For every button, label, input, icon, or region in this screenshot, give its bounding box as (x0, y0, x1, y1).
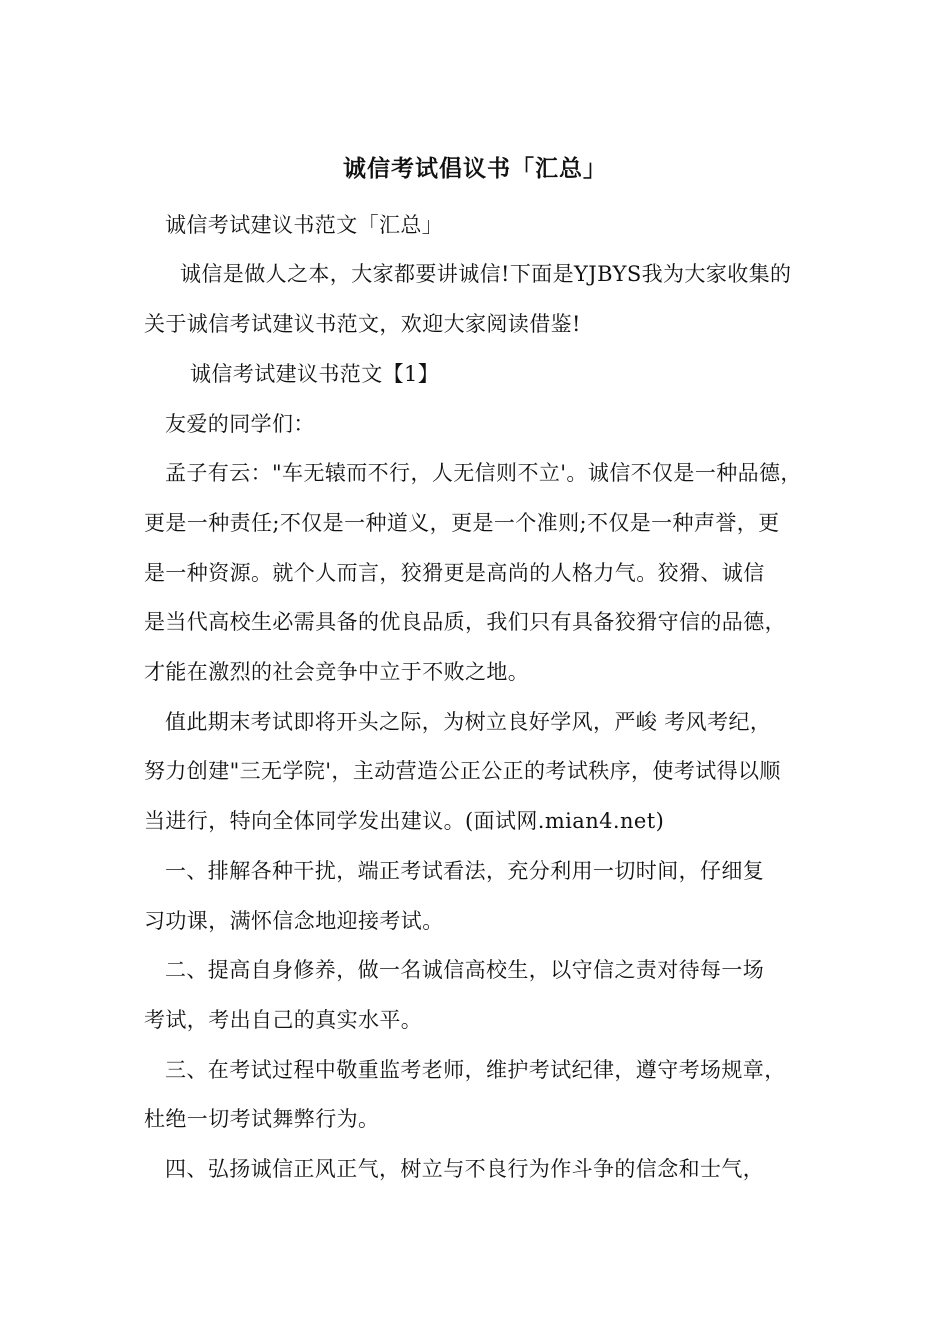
paragraph2-line-1: 值此期末考试即将开头之际，为树立良好学风，严峻 考风考纪， (165, 710, 772, 734)
paragraph1-line-5: 才能在激烈的社会竞争中立于不败之地。 (144, 660, 530, 684)
intro-line-1: 诚信是做人之本，大家都要讲诚信!下面是YJBYS我为大家收集的 (180, 262, 792, 286)
section-heading: 诚信考试建议书范文【1】 (190, 362, 440, 386)
paragraph1-line-3: 是一种资源。就个人而言，狡猾更是高尚的人格力气。狡猾、诚信 (144, 561, 765, 585)
item1-line-1: 一、排解各种干扰，端正考试看法，充分利用一切时间，仔细复 (165, 859, 765, 883)
item3-line-2: 杜绝一切考试舞弊行为。 (144, 1107, 380, 1131)
paragraph2-line-2: 努力创建"三无学院'，主动营造公正公正的考试秩序，使考试得以顺 (144, 759, 781, 783)
item4-line-1: 四、弘扬诚信正风正气，树立与不良行为作斗争的信念和士气， (165, 1157, 765, 1181)
paragraph1-line-4: 是当代高校生必需具备的优良品质，我们只有具备狡猾守信的品德， (144, 610, 786, 634)
item3-line-1: 三、在考试过程中敬重监考老师，维护考试纪律，遵守考场规章， (165, 1058, 786, 1082)
item2-line-2: 考试，考出自己的真实水平。 (144, 1008, 423, 1032)
item1-line-2: 习功课，满怀信念地迎接考试。 (144, 909, 444, 933)
document-title: 诚信考试倡议书「汇总」 (343, 155, 607, 182)
intro-line-2: 关于诚信考试建议书范文，欢迎大家阅读借鉴! (144, 312, 581, 336)
paragraph2-line-3: 当进行，特向全体同学发出建议。(面试网.mian4.net) (144, 809, 665, 833)
paragraph1-line-2: 更是一种责任;不仅是一种道义，更是一个准则;不仅是一种声誉，更 (144, 511, 780, 535)
greeting: 友爱的同学们： (165, 412, 315, 436)
document-subtitle: 诚信考试建议书范文「汇总」 (165, 213, 444, 237)
paragraph1-line-1: 孟子有云："车无辕而不行，人无信则不立'。诚信不仅是一种品德， (165, 461, 802, 485)
item2-line-1: 二、提高自身修养，做一名诚信高校生，以守信之责对待每一场 (165, 958, 765, 982)
